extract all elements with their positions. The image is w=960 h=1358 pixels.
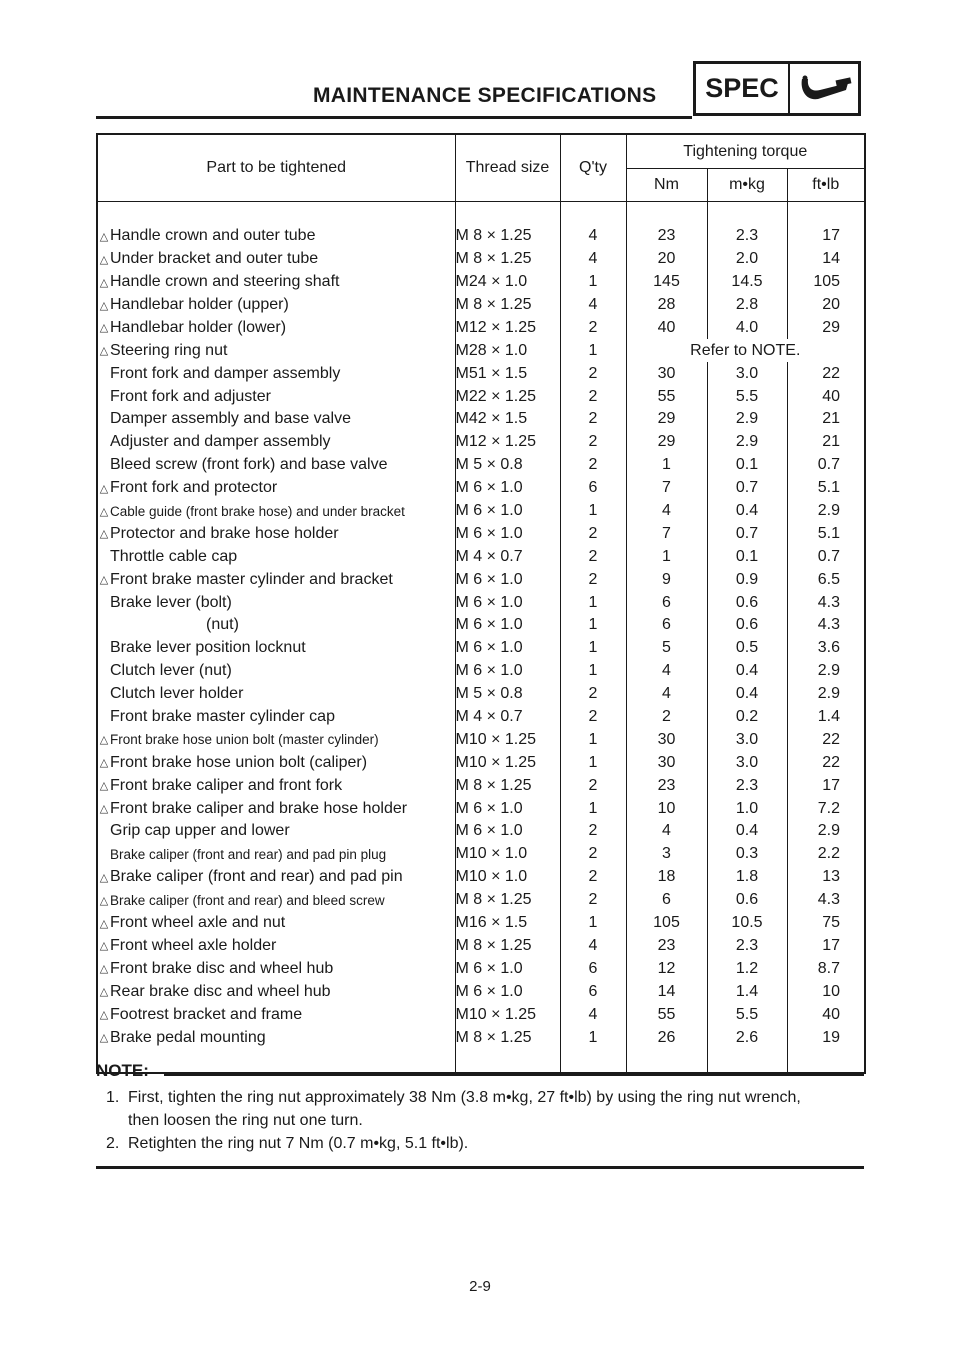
torque-ftlb: 17: [787, 935, 865, 958]
thread-size: M 8 × 1.25: [455, 225, 560, 248]
part-name: Brake lever (bolt): [110, 593, 232, 611]
header-ftlb: ft•lb: [787, 169, 865, 202]
torque-nm: 29: [626, 408, 707, 431]
triangle-marker-icon: △: [99, 940, 109, 953]
thread-size: M 8 × 1.25: [455, 935, 560, 958]
triangle-marker-icon: △: [99, 299, 109, 312]
thread-size: M 6 × 1.0: [455, 637, 560, 660]
torque-nm: 3: [626, 843, 707, 866]
torque-mkg: 5.5: [707, 385, 787, 408]
quantity: 1: [560, 614, 626, 637]
triangle-marker-icon: △: [99, 505, 109, 518]
quantity: 1: [560, 1026, 626, 1049]
triangle-marker-icon: △: [99, 574, 109, 587]
part-name: Handlebar holder (upper): [110, 296, 289, 313]
torque-nm: 30: [626, 751, 707, 774]
torque-nm: 105: [626, 912, 707, 935]
torque-nm: 26: [626, 1026, 707, 1049]
note-item-number: 1.: [106, 1089, 120, 1106]
torque-ftlb: 22: [787, 728, 865, 751]
torque-ftlb: 4.3: [787, 591, 865, 614]
thread-size: M 5 × 0.8: [455, 454, 560, 477]
quantity: 1: [560, 591, 626, 614]
note-item-text: Retighten the ring nut 7 Nm (0.7 m•kg, 5.1 ft•lb).: [128, 1135, 469, 1152]
header-nm: Nm: [626, 169, 707, 202]
triangle-marker-icon: △: [99, 528, 109, 541]
part-name: Brake lever position locknut: [110, 639, 306, 657]
triangle-marker-icon: △: [99, 917, 109, 930]
triangle-marker-icon: △: [99, 780, 109, 793]
quantity: 2: [560, 683, 626, 706]
table-row: [97, 248, 865, 271]
thread-size: M51 × 1.5: [455, 362, 560, 385]
torque-nm: 6: [626, 889, 707, 912]
note-item: [106, 1133, 468, 1155]
table-row: [97, 820, 865, 843]
torque-nm: 23: [626, 935, 707, 958]
table-row: [97, 362, 865, 385]
triangle-marker-icon: △: [99, 322, 109, 335]
part-name: Front brake master cylinder and bracket: [110, 570, 393, 588]
torque-nm: 5: [626, 637, 707, 660]
torque-nm: 4: [626, 683, 707, 706]
torque-mkg: 2.3: [707, 225, 787, 248]
torque-ftlb: 22: [787, 751, 865, 774]
torque-mkg: 4.0: [707, 316, 787, 339]
part-name: Handle crown and steering shaft: [110, 273, 340, 291]
part-name: Front brake hose union bolt (master cylinder): [110, 732, 379, 748]
torque-nm: 145: [626, 271, 707, 294]
table-row: [97, 889, 865, 912]
torque-mkg: 10.5: [707, 912, 787, 935]
thread-size: M 8 × 1.25: [455, 774, 560, 797]
part-name: Front wheel axle holder: [110, 936, 277, 954]
table-row: [97, 980, 865, 1003]
torque-note: Refer to NOTE.: [626, 339, 865, 362]
torque-ftlb: 0.7: [787, 545, 865, 568]
thread-size: M 6 × 1.0: [455, 614, 560, 637]
torque-mkg: 2.3: [707, 935, 787, 958]
table-row: [97, 935, 865, 958]
torque-nm: 20: [626, 248, 707, 271]
triangle-marker-icon: △: [99, 230, 109, 243]
table-row: [97, 500, 865, 523]
torque-ftlb: 6.5: [787, 568, 865, 591]
quantity: 4: [560, 935, 626, 958]
thread-size: M 8 × 1.25: [455, 248, 560, 271]
torque-ftlb: 14: [787, 248, 865, 271]
quantity: 2: [560, 362, 626, 385]
torque-mkg: 1.8: [707, 866, 787, 889]
thread-size: M 6 × 1.0: [455, 660, 560, 683]
note-label: NOTE:: [96, 1061, 149, 1080]
torque-ftlb: 13: [787, 866, 865, 889]
part-name: Handle crown and outer tube: [110, 227, 316, 245]
note-item-number: 2.: [106, 1135, 120, 1152]
thread-size: M 8 × 1.25: [455, 294, 560, 317]
bottom-rule: [96, 1166, 864, 1169]
part-name: (nut): [206, 616, 239, 634]
torque-ftlb: 21: [787, 431, 865, 454]
triangle-marker-icon: △: [99, 871, 109, 884]
torque-mkg: 0.7: [707, 522, 787, 545]
thread-size: M10 × 1.0: [455, 866, 560, 889]
quantity: 4: [560, 1003, 626, 1026]
thread-size: M22 × 1.25: [455, 385, 560, 408]
thread-size: M42 × 1.5: [455, 408, 560, 431]
table-row: [97, 751, 865, 774]
torque-ftlb: 3.6: [787, 637, 865, 660]
quantity: 2: [560, 820, 626, 843]
torque-ftlb: 29: [787, 316, 865, 339]
table-row: [97, 728, 865, 751]
quantity: 1: [560, 728, 626, 751]
torque-ftlb: 0.7: [787, 454, 865, 477]
quantity: 2: [560, 385, 626, 408]
part-name: Protector and brake hose holder: [110, 524, 339, 542]
thread-size: M 6 × 1.0: [455, 500, 560, 523]
table-row: [97, 1003, 865, 1026]
part-name: Throttle cable cap: [110, 547, 238, 565]
torque-nm: 55: [626, 1003, 707, 1026]
torque-ftlb: 2.9: [787, 660, 865, 683]
quantity: 2: [560, 522, 626, 545]
part-name: Brake caliper (front and rear) and pad pin plug: [110, 846, 387, 862]
part-name: Clutch lever holder: [110, 685, 244, 703]
thread-size: M10 × 1.25: [455, 751, 560, 774]
torque-mkg: 0.4: [707, 683, 787, 706]
torque-mkg: 2.0: [707, 248, 787, 271]
thread-size: M 8 × 1.25: [455, 1026, 560, 1049]
header-thread: Thread size: [455, 134, 560, 202]
quantity: 4: [560, 248, 626, 271]
thread-size: M 8 × 1.25: [455, 889, 560, 912]
table-row: [97, 316, 865, 339]
quantity: 2: [560, 545, 626, 568]
torque-mkg: 2.6: [707, 1026, 787, 1049]
quantity: 2: [560, 706, 626, 729]
torque-mkg: 0.9: [707, 568, 787, 591]
triangle-marker-icon: △: [99, 253, 109, 266]
torque-nm: 28: [626, 294, 707, 317]
thread-size: M10 × 1.25: [455, 728, 560, 751]
table-row: [97, 385, 865, 408]
triangle-marker-icon: △: [99, 986, 109, 999]
quantity: 2: [560, 568, 626, 591]
quantity: 1: [560, 637, 626, 660]
part-name: Front brake caliper and front fork: [110, 776, 343, 794]
part-name: Front fork and adjuster: [110, 387, 271, 405]
quantity: 4: [560, 225, 626, 248]
torque-ftlb: 17: [787, 774, 865, 797]
quantity: 2: [560, 889, 626, 912]
header-qty: Q'ty: [560, 134, 626, 202]
part-name: Brake caliper (front and rear) and bleed screw: [110, 892, 385, 908]
quantity: 4: [560, 294, 626, 317]
header-mkg: m•kg: [707, 169, 787, 202]
thread-size: M 6 × 1.0: [455, 522, 560, 545]
torque-nm: 1: [626, 545, 707, 568]
torque-nm: 40: [626, 316, 707, 339]
part-name: Front wheel axle and nut: [110, 914, 286, 932]
torque-ftlb: 2.9: [787, 683, 865, 706]
part-name: Brake pedal mounting: [110, 1028, 266, 1046]
torque-ftlb: 40: [787, 385, 865, 408]
quantity: 1: [560, 912, 626, 935]
torque-nm: 14: [626, 980, 707, 1003]
torque-ftlb: 105: [787, 271, 865, 294]
table-row: [97, 545, 865, 568]
torque-mkg: 0.1: [707, 454, 787, 477]
part-name: Handlebar holder (lower): [110, 318, 287, 336]
part-name: Bleed screw (front fork) and base valve: [110, 456, 388, 474]
torque-ftlb: 17: [787, 225, 865, 248]
part-name: Front brake hose union bolt (caliper): [110, 753, 368, 771]
page-title: MAINTENANCE SPECIFICATIONS: [313, 84, 657, 107]
thread-size: M 4 × 0.7: [455, 706, 560, 729]
thread-size: M 4 × 0.7: [455, 545, 560, 568]
torque-nm: 55: [626, 385, 707, 408]
part-name: Damper assembly and base valve: [110, 410, 352, 428]
table-row: [97, 683, 865, 706]
torque-nm: 2: [626, 706, 707, 729]
spec-badge: [693, 61, 861, 116]
table-row: [97, 614, 865, 637]
torque-mkg: 0.7: [707, 477, 787, 500]
thread-size: M 6 × 1.0: [455, 957, 560, 980]
quantity: 2: [560, 408, 626, 431]
torque-nm: 4: [626, 660, 707, 683]
triangle-marker-icon: △: [99, 1009, 109, 1022]
table-row: [97, 225, 865, 248]
torque-ftlb: 2.2: [787, 843, 865, 866]
table-row: [97, 454, 865, 477]
part-name: Under bracket and outer tube: [110, 250, 319, 268]
part-name: Front brake caliper and brake hose holder: [110, 799, 408, 817]
torque-mkg: 2.9: [707, 408, 787, 431]
torque-ftlb: 20: [787, 294, 865, 317]
part-name: Grip cap upper and lower: [110, 822, 290, 840]
torque-ftlb: 21: [787, 408, 865, 431]
quantity: 6: [560, 957, 626, 980]
torque-ftlb: 2.9: [787, 820, 865, 843]
header-part: Part to be tightened: [97, 134, 455, 202]
part-name: Front fork and protector: [110, 479, 278, 497]
torque-mkg: 0.6: [707, 591, 787, 614]
part-name: Clutch lever (nut): [110, 662, 232, 680]
table-row: [97, 522, 865, 545]
quantity: 1: [560, 271, 626, 294]
torque-mkg: 1.0: [707, 797, 787, 820]
torque-ftlb: 22: [787, 362, 865, 385]
quantity: 6: [560, 980, 626, 1003]
torque-mkg: 2.8: [707, 294, 787, 317]
quantity: 6: [560, 477, 626, 500]
torque-ftlb: 4.3: [787, 614, 865, 637]
quantity: 2: [560, 866, 626, 889]
torque-mkg: 3.0: [707, 728, 787, 751]
torque-nm: 23: [626, 225, 707, 248]
thread-size: M 6 × 1.0: [455, 591, 560, 614]
torque-nm: 6: [626, 614, 707, 637]
thread-size: M10 × 1.25: [455, 1003, 560, 1026]
torque-nm: 7: [626, 522, 707, 545]
spec-badge-label: SPEC: [696, 64, 790, 113]
quantity: 2: [560, 843, 626, 866]
torque-mkg: 1.4: [707, 980, 787, 1003]
torque-nm: 12: [626, 957, 707, 980]
part-name: Adjuster and damper assembly: [110, 433, 331, 451]
torque-nm: 4: [626, 820, 707, 843]
part-name: Steering ring nut: [110, 341, 228, 359]
triangle-marker-icon: △: [99, 757, 109, 770]
quantity: 2: [560, 316, 626, 339]
triangle-marker-icon: △: [99, 482, 109, 495]
table-row: [97, 477, 865, 500]
torque-mkg: 5.5: [707, 1003, 787, 1026]
torque-mkg: 0.4: [707, 660, 787, 683]
quantity: 1: [560, 751, 626, 774]
note-item: [106, 1087, 801, 1109]
triangle-marker-icon: △: [99, 963, 109, 976]
torque-nm: 10: [626, 797, 707, 820]
torque-nm: 1: [626, 454, 707, 477]
table-row: [97, 637, 865, 660]
torque-mkg: 0.2: [707, 706, 787, 729]
torque-mkg: 0.4: [707, 500, 787, 523]
torque-ftlb: 19: [787, 1026, 865, 1049]
torque-nm: 18: [626, 866, 707, 889]
thread-size: M24 × 1.0: [455, 271, 560, 294]
thread-size: M 6 × 1.0: [455, 568, 560, 591]
torque-mkg: 14.5: [707, 271, 787, 294]
table-row: [97, 957, 865, 980]
torque-mkg: 2.3: [707, 774, 787, 797]
part-name: Brake caliper (front and rear) and pad pin: [110, 868, 403, 886]
part-name: Cable guide (front brake hose) and under bracket: [110, 503, 405, 519]
table-row: [97, 568, 865, 591]
triangle-marker-icon: △: [99, 734, 109, 747]
table-row: [97, 408, 865, 431]
torque-nm: 4: [626, 500, 707, 523]
triangle-marker-icon: △: [99, 894, 109, 907]
thread-size: M12 × 1.25: [455, 431, 560, 454]
note-item-continuation: then loosen the ring nut one turn.: [128, 1112, 363, 1129]
quantity: 2: [560, 454, 626, 477]
table-row: [97, 1026, 865, 1049]
quantity: 1: [560, 500, 626, 523]
torque-nm: 29: [626, 431, 707, 454]
torque-mkg: 3.0: [707, 751, 787, 774]
part-name: Front fork and damper assembly: [110, 364, 341, 382]
torque-ftlb: 10: [787, 980, 865, 1003]
thread-size: M 6 × 1.0: [455, 477, 560, 500]
torque-mkg: 2.9: [707, 431, 787, 454]
table-row: [97, 797, 865, 820]
torque-ftlb: 5.1: [787, 522, 865, 545]
torque-mkg: 3.0: [707, 362, 787, 385]
triangle-marker-icon: △: [99, 803, 109, 816]
thread-size: M12 × 1.25: [455, 316, 560, 339]
wrench-icon: [796, 70, 854, 108]
thread-size: M 5 × 0.8: [455, 683, 560, 706]
torque-mkg: 0.1: [707, 545, 787, 568]
torque-ftlb: 75: [787, 912, 865, 935]
triangle-marker-icon: △: [99, 345, 109, 358]
torque-ftlb: 1.4: [787, 706, 865, 729]
table-row: [97, 866, 865, 889]
table-row: [97, 294, 865, 317]
torque-ftlb: 7.2: [787, 797, 865, 820]
note-divider: [164, 1074, 864, 1076]
part-name: Footrest bracket and frame: [110, 1005, 303, 1023]
torque-mkg: 1.2: [707, 957, 787, 980]
torque-nm: 30: [626, 728, 707, 751]
torque-ftlb: 2.9: [787, 500, 865, 523]
page-number: 2-9: [469, 1278, 491, 1295]
quantity: 2: [560, 774, 626, 797]
header-torque: Tightening torque: [626, 134, 865, 169]
triangle-marker-icon: △: [99, 1032, 109, 1044]
thread-size: M16 × 1.5: [455, 912, 560, 935]
thread-size: M28 × 1.0: [455, 339, 560, 362]
torque-mkg: 0.3: [707, 843, 787, 866]
torque-nm: 30: [626, 362, 707, 385]
note-item-text: First, tighten the ring nut approximately 38 Nm (3.8 m•kg, 27 ft•lb) by using the ring nut wrench,: [128, 1089, 801, 1106]
torque-mkg: 0.6: [707, 889, 787, 912]
table-row: [97, 271, 865, 294]
table-row: [97, 660, 865, 683]
quantity: 1: [560, 660, 626, 683]
torque-ftlb: 8.7: [787, 957, 865, 980]
torque-mkg: 0.5: [707, 637, 787, 660]
triangle-marker-icon: △: [99, 276, 109, 289]
table-row: [97, 431, 865, 454]
torque-nm: 23: [626, 774, 707, 797]
quantity: 2: [560, 431, 626, 454]
title-underline: [96, 116, 692, 119]
table-row: [97, 912, 865, 935]
torque-mkg: 0.4: [707, 820, 787, 843]
quantity: 1: [560, 339, 626, 362]
torque-ftlb: 40: [787, 1003, 865, 1026]
torque-nm: 9: [626, 568, 707, 591]
quantity: 1: [560, 797, 626, 820]
thread-size: M 6 × 1.0: [455, 980, 560, 1003]
thread-size: M10 × 1.0: [455, 843, 560, 866]
torque-ftlb: 4.3: [787, 889, 865, 912]
torque-nm: 7: [626, 477, 707, 500]
thread-size: M 6 × 1.0: [455, 797, 560, 820]
part-name: Rear brake disc and wheel hub: [110, 982, 331, 1000]
table-row: [97, 591, 865, 614]
table-row: [97, 706, 865, 729]
torque-mkg: 0.6: [707, 614, 787, 637]
torque-nm: 6: [626, 591, 707, 614]
torque-ftlb: 5.1: [787, 477, 865, 500]
table-row: [97, 843, 865, 866]
table-row: [97, 339, 865, 362]
part-name: Front brake disc and wheel hub: [110, 959, 334, 977]
table-row: [97, 774, 865, 797]
torque-spec-table: [96, 133, 866, 1074]
part-name: Front brake master cylinder cap: [110, 708, 335, 726]
thread-size: M 6 × 1.0: [455, 820, 560, 843]
